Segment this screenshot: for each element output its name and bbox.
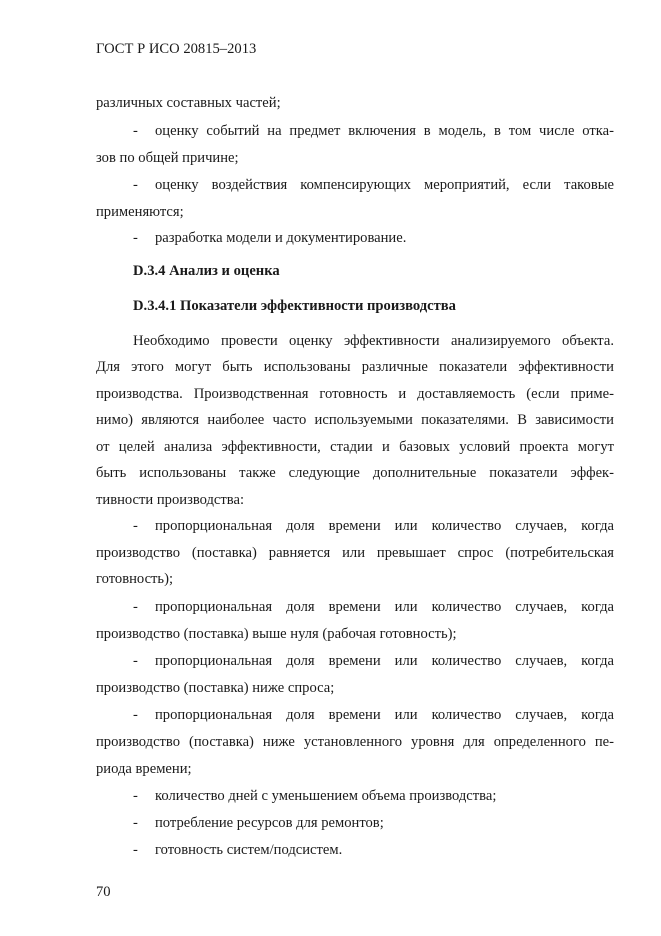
list-item-line: разработка модели и документирование. bbox=[155, 230, 407, 246]
paragraph-line: производства. Производственная готовность и доставляемость (если приме- bbox=[96, 386, 614, 402]
bullet-dash: - bbox=[133, 707, 138, 723]
list-item-line: производство (поставка) выше нуля (рабочая готовность); bbox=[96, 626, 457, 642]
bullet-dash: - bbox=[133, 230, 138, 246]
page-number: 70 bbox=[96, 884, 111, 900]
section-heading: D.3.4 Анализ и оценка bbox=[133, 263, 280, 279]
list-item-line: готовность систем/подсистем. bbox=[155, 842, 343, 858]
document-header: ГОСТ Р ИСО 20815–2013 bbox=[96, 41, 257, 57]
list-item-line: готовность); bbox=[96, 571, 173, 587]
bullet-dash: - bbox=[133, 599, 138, 615]
paragraph-line: Необходимо провести оценку эффективности анализируемого объекта. bbox=[133, 333, 614, 349]
bullet-dash: - bbox=[133, 815, 138, 831]
list-item-line: производство (поставка) равняется или превышает спрос (потребительская bbox=[96, 545, 614, 561]
bullet-dash: - bbox=[133, 842, 138, 858]
list-item-line: пропорциональная доля времени или количество случаев, когда bbox=[155, 653, 614, 669]
paragraph-line: тивности производства: bbox=[96, 492, 245, 508]
list-item-line: пропорциональная доля времени или количество случаев, когда bbox=[155, 707, 614, 723]
list-item-line: оценку воздействия компенсирующих мероприятий, если таковые bbox=[155, 177, 614, 193]
list-item-line: зов по общей причине; bbox=[96, 150, 239, 166]
paragraph-line: нимо) являются наиболее часто используемыми показателями. В зависимости bbox=[96, 412, 614, 428]
bullet-dash: - bbox=[133, 518, 138, 534]
paragraph-line: быть использованы также следующие дополнительные показатели эффек- bbox=[96, 465, 614, 481]
subsection-heading: D.3.4.1 Показатели эффективности производства bbox=[133, 298, 456, 314]
bullet-dash: - bbox=[133, 123, 138, 139]
list-item-line: производство (поставка) ниже спроса; bbox=[96, 680, 335, 696]
list-item-line: пропорциональная доля времени или количество случаев, когда bbox=[155, 518, 614, 534]
bullet-dash: - bbox=[133, 788, 138, 804]
text-line: различных составных частей; bbox=[96, 95, 281, 111]
bullet-dash: - bbox=[133, 653, 138, 669]
list-item-line: количество дней с уменьшением объема производства; bbox=[155, 788, 497, 804]
list-item-line: потребление ресурсов для ремонтов; bbox=[155, 815, 384, 831]
list-item-line: оценку событий на предмет включения в модель, в том числе отка- bbox=[155, 123, 614, 139]
list-item-line: производство (поставка) ниже установленного уровня для определенного пе- bbox=[96, 734, 614, 750]
list-item-line: применяются; bbox=[96, 204, 184, 220]
paragraph-line: Для этого могут быть использованы различные показатели эффективности bbox=[96, 359, 614, 375]
bullet-dash: - bbox=[133, 177, 138, 193]
paragraph-line: от целей анализа эффективности, стадии и базовых условий проекта могут bbox=[96, 439, 614, 455]
list-item-line: пропорциональная доля времени или количество случаев, когда bbox=[155, 599, 614, 615]
list-item-line: риода времени; bbox=[96, 761, 192, 777]
